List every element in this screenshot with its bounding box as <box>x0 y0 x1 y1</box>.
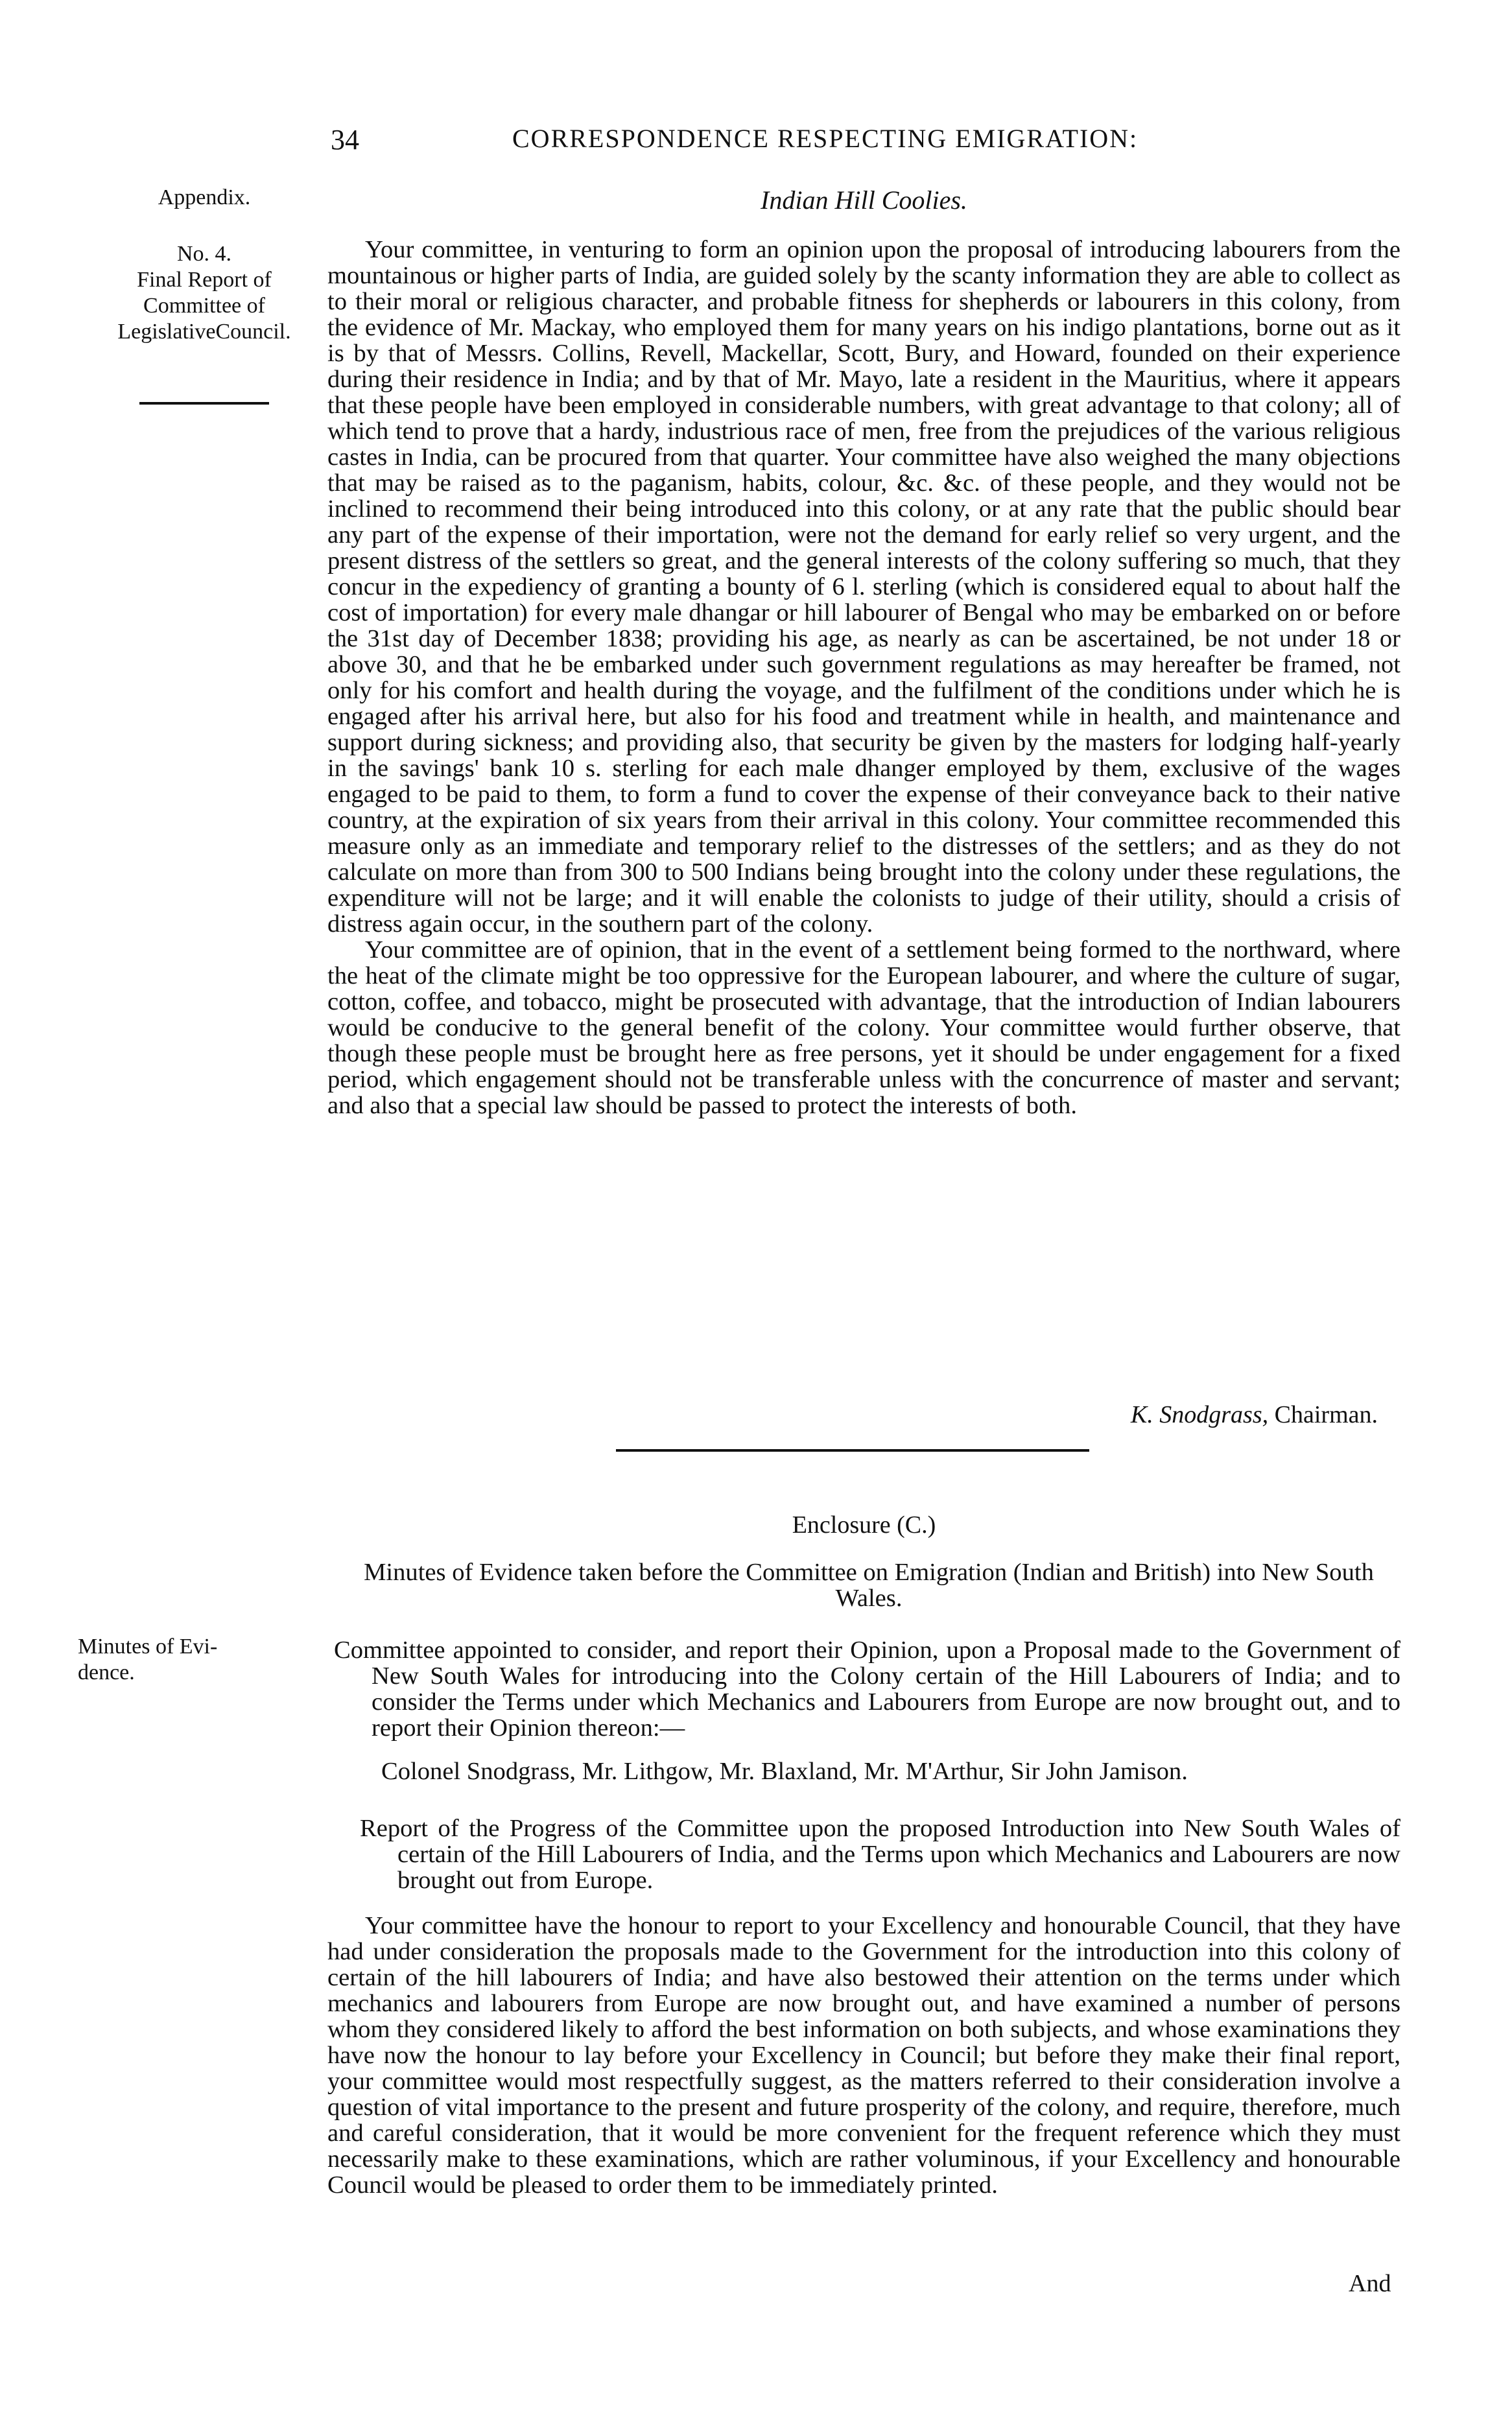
section-body <box>327 237 1400 1118</box>
report-title: Report of the Progress of the Committee upon the proposed Introduction into New South Wales of certain of the Hill Labourers of India, and the Terms upon which Mechanics and Labourers are now brought out from Europe. <box>360 1815 1400 1894</box>
margin-note-line: dence. <box>78 1660 135 1684</box>
running-header <box>331 123 1433 162</box>
margin-rule <box>139 402 269 405</box>
committee-members: Colonel Snodgrass, Mr. Lithgow, Mr. Blaxland, Mr. M'Arthur, Sir John Jamison. <box>381 1758 1188 1785</box>
committee-appointment <box>334 1637 1400 1741</box>
page-number: 34 <box>331 124 359 156</box>
margin-note-line: Final Report of <box>137 268 272 292</box>
margin-note <box>91 241 318 345</box>
margin-minutes-note <box>78 1634 272 1686</box>
signature-title: Chairman. <box>1274 1401 1378 1428</box>
minutes-title: Minutes of Evidence taken before the Committee on Emigration (Indian and British) into New South Wales. <box>364 1559 1374 1612</box>
margin-note-line: Minutes of Evi- <box>78 1635 218 1659</box>
paragraph: Your committee are of opinion, that in the event of a settlement being formed to the northward, where the heat of the climate might be too oppressive for the European labourer, and where the culture of sugar, cotton, coffee, and tobacco, might be prosecuted with advantage, that the introduction of Indian labourers would be conducive to the general benefit of the colony. Your committee would further observe, that though these people must be brought here as free persons, yet it should be under engagement for a fixed period, which engagement should not be transferable unless with the concurrence of master and servant; and also that a special law should be passed to protect the interests of both. <box>327 936 1400 1119</box>
separator-rule <box>616 1449 1089 1452</box>
appointment-text: Committee appointed to consider, and report their Opinion, upon a Proposal made to the Government of New South Wales for introducing into the Colony certain of the Hill Labourers of India; and to consider the Terms under which Mechanics and Labourers from Europe are now brought out, and to report their Opinion thereon:— <box>334 1636 1400 1742</box>
enclosure-label: Enclosure (C.) <box>792 1511 936 1539</box>
running-title: CORRESPONDENCE RESPECTING EMIGRATION: <box>512 124 1139 153</box>
paragraph: Your committee, in venturing to form an opinion upon the proposal of introducing labourers from the mountainous or higher parts of India, are guided solely by the scanty information they are able to collect as to their moral or religious character, and probable fitness for shepherds or labourers in this colony, from the evidence of Mr. Mackay, who employed them for many years on his indigo plantations, borne out as it is by that of Messrs. Collins, Revell, Mackellar, Scott, Bury, and Howard, founded on their experience during their residence in India; and by that of Mr. Mayo, late a resident in the Mauritius, where it appears that these people have been employed in considerable numbers, with great advantage to that colony; all of which tend to prove that a hardy, industrious race of men, free from the prejudices of the various religious castes in India, can be procured from that quarter. Your committee have also weighed the many objections that may be raised as to the paganism, habits, colour, &c. &c. of these people, and they would not be inclined to recommend their being introduced into this colony, or at any rate that the public should bear any part of the expense of their importation, were not the demand for early relief so very urgent, and the present distress of the settlers so great, and the general interests of the colony suffering so much, that they concur in the expediency of granting a bounty of 6 l. sterling (which is considered equal to about half the cost of importation) for every male dhangar or hill labourer of Bengal who may be embarked on or before the 31st day of December 1838; providing his age, as nearly as can be ascertained, be not under 18 or above 30, and that he be embarked under such government regulations as may hereafter be framed, not only for his comfort and health during the voyage, and the fulfilment of the conditions under which he is engaged after his arrival here, but also for his food and treatment while in health, and maintenance and support during sickness; and providing also, that security be given by the masters for lodging half-yearly in the savings' bank 10 s. sterling for each male dhanger employed by them, exclusive of the wages engaged to be paid to them, to form a fund to cover the expense of their conveyance back to their native country, at the expiration of six years from their arrival in this colony. Your committee recommended this measure only as an immediate and temporary relief to the distresses of the settlers; and as they do not calculate on more than from 300 to 500 Indians being brought into the colony under these regulations, the expenditure will not be large; and it will enable the colonists to judge of their utility, should a crisis of distress again occur, in the southern part of the colony. <box>327 236 1400 938</box>
signature <box>327 1400 1378 1429</box>
margin-note-number: No. 4. <box>176 242 232 266</box>
margin-note-line: LegislativeCouncil. <box>117 320 291 344</box>
paragraph: Your committee have the honour to report to your Excellency and honourable Council, that they have had under consideration the proposals made to the Government for the introduction into this colony of certain of the hill labourers of India; and have also bestowed their attention on the terms under which mechanics and labourers from Europe are now brought out, and have examined a number of persons whom they considered likely to afford the best information on both subjects, and whose examinations they have now the honour to lay before your Excellency in Council; but before they make their final report, your committee would most respectfully suggest, as the matters referred to their consideration involve a question of vital importance to the present and future prosperity of the colony, and require, therefore, much and careful consideration, that it would be more convenient for the frequent reference which they must necessarily make to these examinations, which are rather voluminous, if your Excellency and honourable Council would be pleased to order them to be immediately printed. <box>327 1912 1400 2199</box>
margin-appendix: Appendix. <box>158 185 251 209</box>
signature-name: K. Snodgrass, <box>1130 1401 1269 1428</box>
report-title-block <box>360 1815 1400 1893</box>
margin-note-line: Committee of <box>143 294 265 318</box>
section-heading: Indian Hill Coolies. <box>761 185 967 215</box>
catchword: And <box>1349 2270 1391 2297</box>
report-body <box>327 1913 1400 2198</box>
